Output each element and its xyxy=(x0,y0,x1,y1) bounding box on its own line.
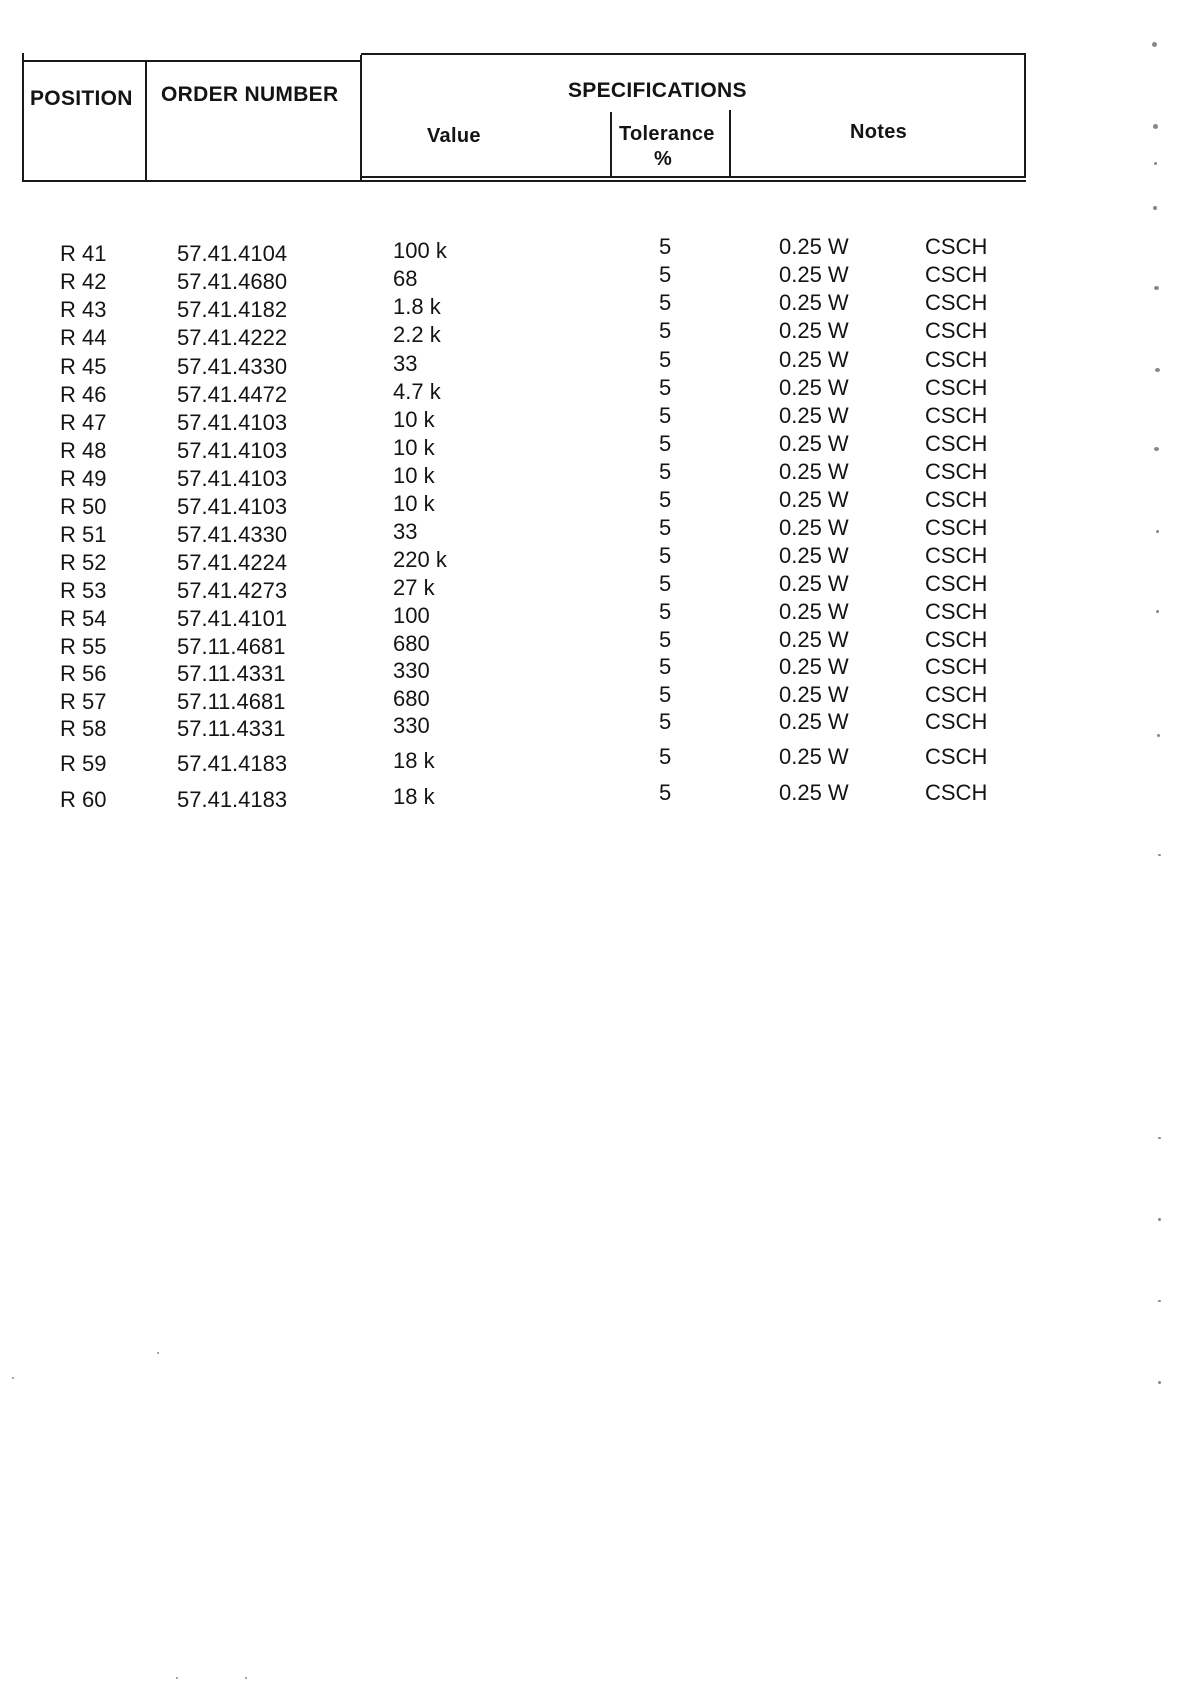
row-note: CSCH xyxy=(925,515,988,540)
divider-tolerance-notes xyxy=(729,110,731,178)
row-power-rating: 0.25 W xyxy=(779,515,849,540)
divider-value-tolerance xyxy=(610,112,612,178)
table-row xyxy=(0,347,1190,379)
row-order-number: 57.41.4183 xyxy=(177,787,288,812)
table-row xyxy=(0,571,1190,603)
row-power-rating: 0.25 W xyxy=(779,403,849,428)
row-power-rating: 0.25 W xyxy=(779,318,849,343)
row-note: CSCH xyxy=(925,431,988,456)
row-value: 10 k xyxy=(393,463,435,488)
row-value: 33 xyxy=(393,351,418,376)
row-power-rating: 0.25 W xyxy=(779,627,849,652)
header-right-rule xyxy=(1024,53,1026,178)
row-order-number: 57.41.4224 xyxy=(177,550,288,575)
table-row xyxy=(0,627,1190,659)
divider-position-order xyxy=(145,60,147,182)
row-power-rating: 0.25 W xyxy=(779,599,849,624)
table-row xyxy=(0,780,1190,812)
row-tolerance: 5 xyxy=(659,571,672,596)
row-tolerance: 5 xyxy=(659,375,672,400)
row-tolerance: 5 xyxy=(659,515,672,540)
table-row xyxy=(0,487,1190,519)
row-tolerance: 5 xyxy=(659,543,672,568)
row-power-rating: 0.25 W xyxy=(779,709,849,734)
row-order-number: 57.41.4472 xyxy=(177,382,288,407)
row-position: R 46 xyxy=(60,382,107,407)
row-order-number: 57.41.4182 xyxy=(177,297,288,322)
header-specifications: SPECIFICATIONS xyxy=(568,79,747,102)
row-position: R 52 xyxy=(60,550,107,575)
row-position: R 47 xyxy=(60,410,107,435)
row-position: R 50 xyxy=(60,494,107,519)
row-power-rating: 0.25 W xyxy=(779,347,849,372)
row-note: CSCH xyxy=(925,627,988,652)
row-note: CSCH xyxy=(925,403,988,428)
row-power-rating: 0.25 W xyxy=(779,459,849,484)
row-tolerance: 5 xyxy=(659,780,672,805)
row-value: 10 k xyxy=(393,435,435,460)
row-note: CSCH xyxy=(925,459,988,484)
divider-order-spec xyxy=(360,55,362,181)
row-order-number: 57.11.4331 xyxy=(177,661,286,686)
table-row xyxy=(0,234,1190,266)
row-order-number: 57.41.4330 xyxy=(177,522,288,547)
row-order-number: 57.11.4681 xyxy=(177,689,286,714)
row-position: R 60 xyxy=(60,787,107,812)
row-tolerance: 5 xyxy=(659,290,672,315)
row-tolerance: 5 xyxy=(659,431,672,456)
row-note: CSCH xyxy=(925,654,988,679)
row-power-rating: 0.25 W xyxy=(779,234,849,259)
row-note: CSCH xyxy=(925,543,988,568)
header-notes: Notes xyxy=(850,121,908,143)
row-value: 18 k xyxy=(393,784,435,809)
row-tolerance: 5 xyxy=(659,403,672,428)
row-power-rating: 0.25 W xyxy=(779,682,849,707)
row-value: 27 k xyxy=(393,575,435,600)
table-row xyxy=(0,375,1190,407)
header-tolerance: Tolerance xyxy=(619,123,715,145)
row-position: R 51 xyxy=(60,522,107,547)
row-tolerance: 5 xyxy=(659,709,672,734)
table-row xyxy=(0,744,1190,776)
header-order-number: ORDER NUMBER xyxy=(161,83,339,106)
row-note: CSCH xyxy=(925,599,988,624)
row-note: CSCH xyxy=(925,571,988,596)
row-power-rating: 0.25 W xyxy=(779,744,849,769)
row-value: 330 xyxy=(393,658,430,683)
row-note: CSCH xyxy=(925,290,988,315)
table-row xyxy=(0,403,1190,435)
row-order-number: 57.41.4103 xyxy=(177,494,288,519)
row-tolerance: 5 xyxy=(659,654,672,679)
row-value: 100 xyxy=(393,603,430,628)
row-value: 33 xyxy=(393,519,418,544)
row-order-number: 57.11.4681 xyxy=(177,634,286,659)
row-position: R 57 xyxy=(60,689,107,714)
row-value: 10 k xyxy=(393,491,435,516)
row-position: R 59 xyxy=(60,751,107,776)
row-note: CSCH xyxy=(925,487,988,512)
row-order-number: 57.41.4101 xyxy=(177,606,288,631)
row-tolerance: 5 xyxy=(659,459,672,484)
row-position: R 43 xyxy=(60,297,107,322)
row-order-number: 57.41.4183 xyxy=(177,751,288,776)
table-header xyxy=(22,53,1026,182)
row-value: 680 xyxy=(393,631,430,656)
row-position: R 53 xyxy=(60,578,107,603)
row-value: 100 k xyxy=(393,238,447,263)
table-row xyxy=(0,654,1190,686)
row-power-rating: 0.25 W xyxy=(779,290,849,315)
row-position: R 42 xyxy=(60,269,107,294)
row-tolerance: 5 xyxy=(659,262,672,287)
table-row xyxy=(0,543,1190,575)
table-row xyxy=(0,599,1190,631)
row-value: 4.7 k xyxy=(393,379,441,404)
row-value: 18 k xyxy=(393,748,435,773)
row-tolerance: 5 xyxy=(659,627,672,652)
row-note: CSCH xyxy=(925,744,988,769)
row-order-number: 57.41.4222 xyxy=(177,325,288,350)
row-order-number: 57.11.4331 xyxy=(177,716,286,741)
row-position: R 49 xyxy=(60,466,107,491)
row-value: 1.8 k xyxy=(393,294,441,319)
row-note: CSCH xyxy=(925,375,988,400)
row-tolerance: 5 xyxy=(659,347,672,372)
row-position: R 58 xyxy=(60,716,107,741)
row-order-number: 57.41.4103 xyxy=(177,410,288,435)
row-position: R 56 xyxy=(60,661,107,686)
row-value: 330 xyxy=(393,713,430,738)
header-top-rule xyxy=(22,60,362,62)
row-position: R 55 xyxy=(60,634,107,659)
row-value: 10 k xyxy=(393,407,435,432)
row-tolerance: 5 xyxy=(659,682,672,707)
row-tolerance: 5 xyxy=(659,487,672,512)
row-order-number: 57.41.4103 xyxy=(177,438,288,463)
row-note: CSCH xyxy=(925,318,988,343)
row-power-rating: 0.25 W xyxy=(779,571,849,596)
header-bottom-rule-right xyxy=(361,176,1026,178)
table-row xyxy=(0,318,1190,350)
row-power-rating: 0.25 W xyxy=(779,543,849,568)
row-tolerance: 5 xyxy=(659,599,672,624)
table-row xyxy=(0,431,1190,463)
row-order-number: 57.41.4273 xyxy=(177,578,288,603)
row-position: R 54 xyxy=(60,606,107,631)
row-tolerance: 5 xyxy=(659,744,672,769)
row-tolerance: 5 xyxy=(659,318,672,343)
header-tolerance-unit: % xyxy=(654,148,673,170)
row-order-number: 57.41.4103 xyxy=(177,466,288,491)
row-power-rating: 0.25 W xyxy=(779,654,849,679)
row-note: CSCH xyxy=(925,709,988,734)
row-power-rating: 0.25 W xyxy=(779,780,849,805)
row-power-rating: 0.25 W xyxy=(779,431,849,456)
row-value: 68 xyxy=(393,266,418,291)
row-power-rating: 0.25 W xyxy=(779,375,849,400)
row-order-number: 57.41.4680 xyxy=(177,269,288,294)
row-power-rating: 0.25 W xyxy=(779,262,849,287)
row-note: CSCH xyxy=(925,347,988,372)
row-note: CSCH xyxy=(925,234,988,259)
row-position: R 45 xyxy=(60,354,107,379)
row-value: 220 k xyxy=(393,547,447,572)
header-top-rule-right xyxy=(361,53,1026,55)
header-position: POSITION xyxy=(30,87,133,110)
row-power-rating: 0.25 W xyxy=(779,487,849,512)
row-order-number: 57.41.4104 xyxy=(177,241,288,266)
row-value: 2.2 k xyxy=(393,322,441,347)
table-row xyxy=(0,682,1190,714)
row-note: CSCH xyxy=(925,262,988,287)
row-order-number: 57.41.4330 xyxy=(177,354,288,379)
row-position: R 48 xyxy=(60,438,107,463)
table-row xyxy=(0,459,1190,491)
row-value: 680 xyxy=(393,686,430,711)
row-note: CSCH xyxy=(925,682,988,707)
row-position: R 44 xyxy=(60,325,107,350)
header-value: Value xyxy=(427,125,481,147)
row-note: CSCH xyxy=(925,780,988,805)
table-row xyxy=(0,290,1190,322)
table-row xyxy=(0,709,1190,741)
table-row xyxy=(0,262,1190,294)
row-tolerance: 5 xyxy=(659,234,672,259)
header-frame xyxy=(22,53,1026,182)
row-position: R 41 xyxy=(60,241,107,266)
table-row xyxy=(0,515,1190,547)
